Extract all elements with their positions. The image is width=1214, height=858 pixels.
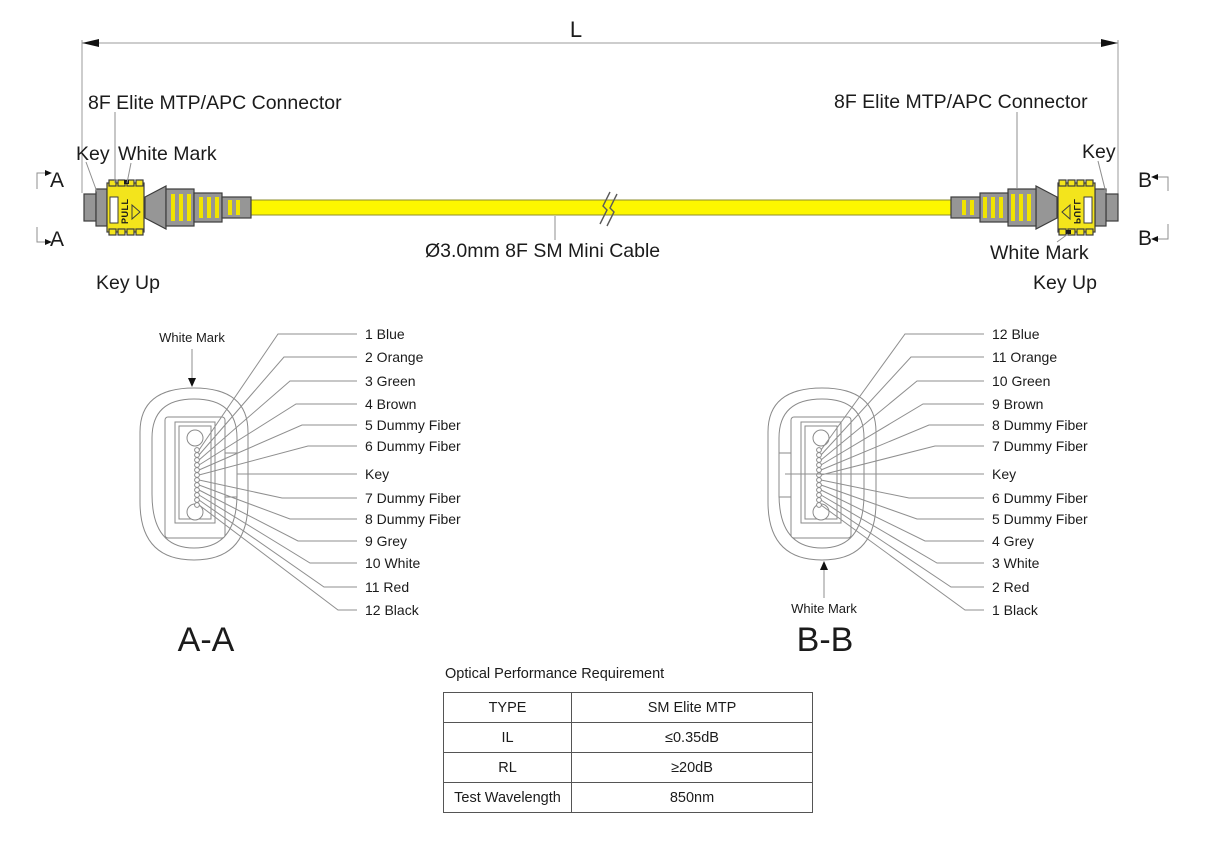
ferrule-tip [1106, 194, 1118, 221]
table-cell: SM Elite MTP [572, 693, 813, 723]
fiber-label: 6 Dummy Fiber [365, 438, 461, 454]
white-mark-dot-left [124, 180, 129, 184]
section-caption-aa: A-A [177, 621, 235, 659]
ferrule-body [96, 189, 107, 226]
connector-face-aa [140, 388, 248, 560]
fiber-label: 10 Green [992, 373, 1051, 389]
fiber-label: 10 White [365, 555, 421, 571]
table-row [444, 753, 813, 783]
svg-text:White Mark: White Mark [159, 330, 225, 345]
fiber-label: Key [992, 466, 1017, 482]
label-window [1084, 197, 1092, 223]
pull-text: PULL [1072, 198, 1082, 224]
left-key-label: Key [76, 143, 110, 165]
up-arrow-icon [820, 561, 828, 570]
table-cell: 850nm [572, 783, 813, 813]
cable [250, 200, 952, 215]
svg-text:B: B [1137, 227, 1153, 250]
fiber-label: 3 Green [365, 373, 416, 389]
cable-label: Ø3.0mm 8F SM Mini Cable [425, 240, 661, 262]
label-window [110, 197, 118, 223]
table-cell: Test Wavelength [444, 783, 572, 813]
fiber-label: 9 Brown [992, 396, 1044, 412]
svg-text:A: A [49, 228, 65, 251]
table-row [444, 783, 813, 813]
section-marker-b-top [1138, 169, 1168, 192]
section-arrow-icon [1151, 236, 1158, 242]
length-label: L [569, 17, 583, 42]
optical-performance-table [443, 692, 813, 813]
section-arrow-icon [1151, 174, 1158, 180]
left-connector [84, 180, 251, 235]
key-tab [779, 453, 791, 497]
table-row [444, 723, 813, 753]
dim-arrow-right-icon [1101, 39, 1118, 47]
boot-flare [1036, 186, 1057, 229]
bb-white-mark [791, 561, 857, 616]
callout-leaders [86, 112, 1106, 242]
right-connector [951, 180, 1118, 235]
fiber-label: 7 Dummy Fiber [992, 438, 1088, 454]
table-cell: ≤0.35dB [572, 723, 813, 753]
fiber-label: 7 Dummy Fiber [365, 490, 461, 506]
svg-text:White Mark: White Mark [791, 601, 857, 616]
right-connector-label: 8F Elite MTP/APC Connector [834, 91, 1088, 113]
section-marker-a-bottom [37, 227, 64, 251]
table-row [444, 693, 813, 723]
bb-fiber-labels [992, 326, 1088, 618]
table-cell: IL [444, 723, 572, 753]
dim-arrow-left-icon [82, 39, 99, 47]
white-mark-dot-right [1066, 230, 1071, 234]
right-key-label: Key [1082, 141, 1116, 163]
right-key-up-label: Key Up [1033, 272, 1097, 294]
fiber-label: 8 Dummy Fiber [365, 511, 461, 527]
fiber-label: Key [365, 466, 390, 482]
optical-performance-section [443, 666, 813, 813]
fiber-label: 2 Orange [365, 349, 424, 365]
section-marker-a-top [37, 169, 64, 192]
left-key-up-label: Key Up [96, 272, 160, 294]
guide-pin-hole [187, 430, 203, 446]
aa-white-mark [159, 330, 225, 387]
fiber-label: 12 Blue [992, 326, 1040, 342]
fiber-label: 1 Blue [365, 326, 405, 342]
fiber-label: 11 Orange [992, 349, 1058, 365]
fiber-label: 4 Grey [992, 533, 1035, 549]
pull-text: PULL [120, 198, 130, 224]
section-marker-b-bottom [1138, 224, 1168, 250]
fiber-label: 6 Dummy Fiber [992, 490, 1088, 506]
left-white-mark-label: White Mark [118, 143, 217, 165]
table-cell: TYPE [444, 693, 572, 723]
fiber-label: 8 Dummy Fiber [992, 417, 1088, 433]
fiber-label: 11 Red [365, 579, 410, 595]
svg-text:A: A [49, 169, 65, 192]
ferrule-tip [84, 194, 96, 221]
aa-fiber-labels [365, 326, 461, 618]
left-connector-label: 8F Elite MTP/APC Connector [88, 92, 342, 114]
right-white-mark-label: White Mark [990, 242, 1089, 264]
down-arrow-icon [188, 378, 196, 387]
table-cell: RL [444, 753, 572, 783]
section-caption-bb: B-B [796, 621, 854, 659]
fiber-label: 4 Brown [365, 396, 417, 412]
svg-text:B: B [1137, 169, 1153, 192]
boot-flare [145, 186, 166, 229]
fiber-label: 3 White [992, 555, 1040, 571]
fiber-label: 12 Black [365, 602, 419, 618]
fiber-label: 5 Dummy Fiber [365, 417, 461, 433]
fiber-label: 9 Grey [365, 533, 408, 549]
fiber-label: 2 Red [992, 579, 1030, 595]
table-cell: ≥20dB [572, 753, 813, 783]
table-title: Optical Performance Requirement [445, 666, 665, 682]
guide-pin-hole [813, 430, 829, 446]
fiber-label: 5 Dummy Fiber [992, 511, 1088, 527]
key-tab [225, 453, 237, 497]
ferrule-body [1095, 189, 1106, 226]
fiber-label: 1 Black [992, 602, 1038, 618]
